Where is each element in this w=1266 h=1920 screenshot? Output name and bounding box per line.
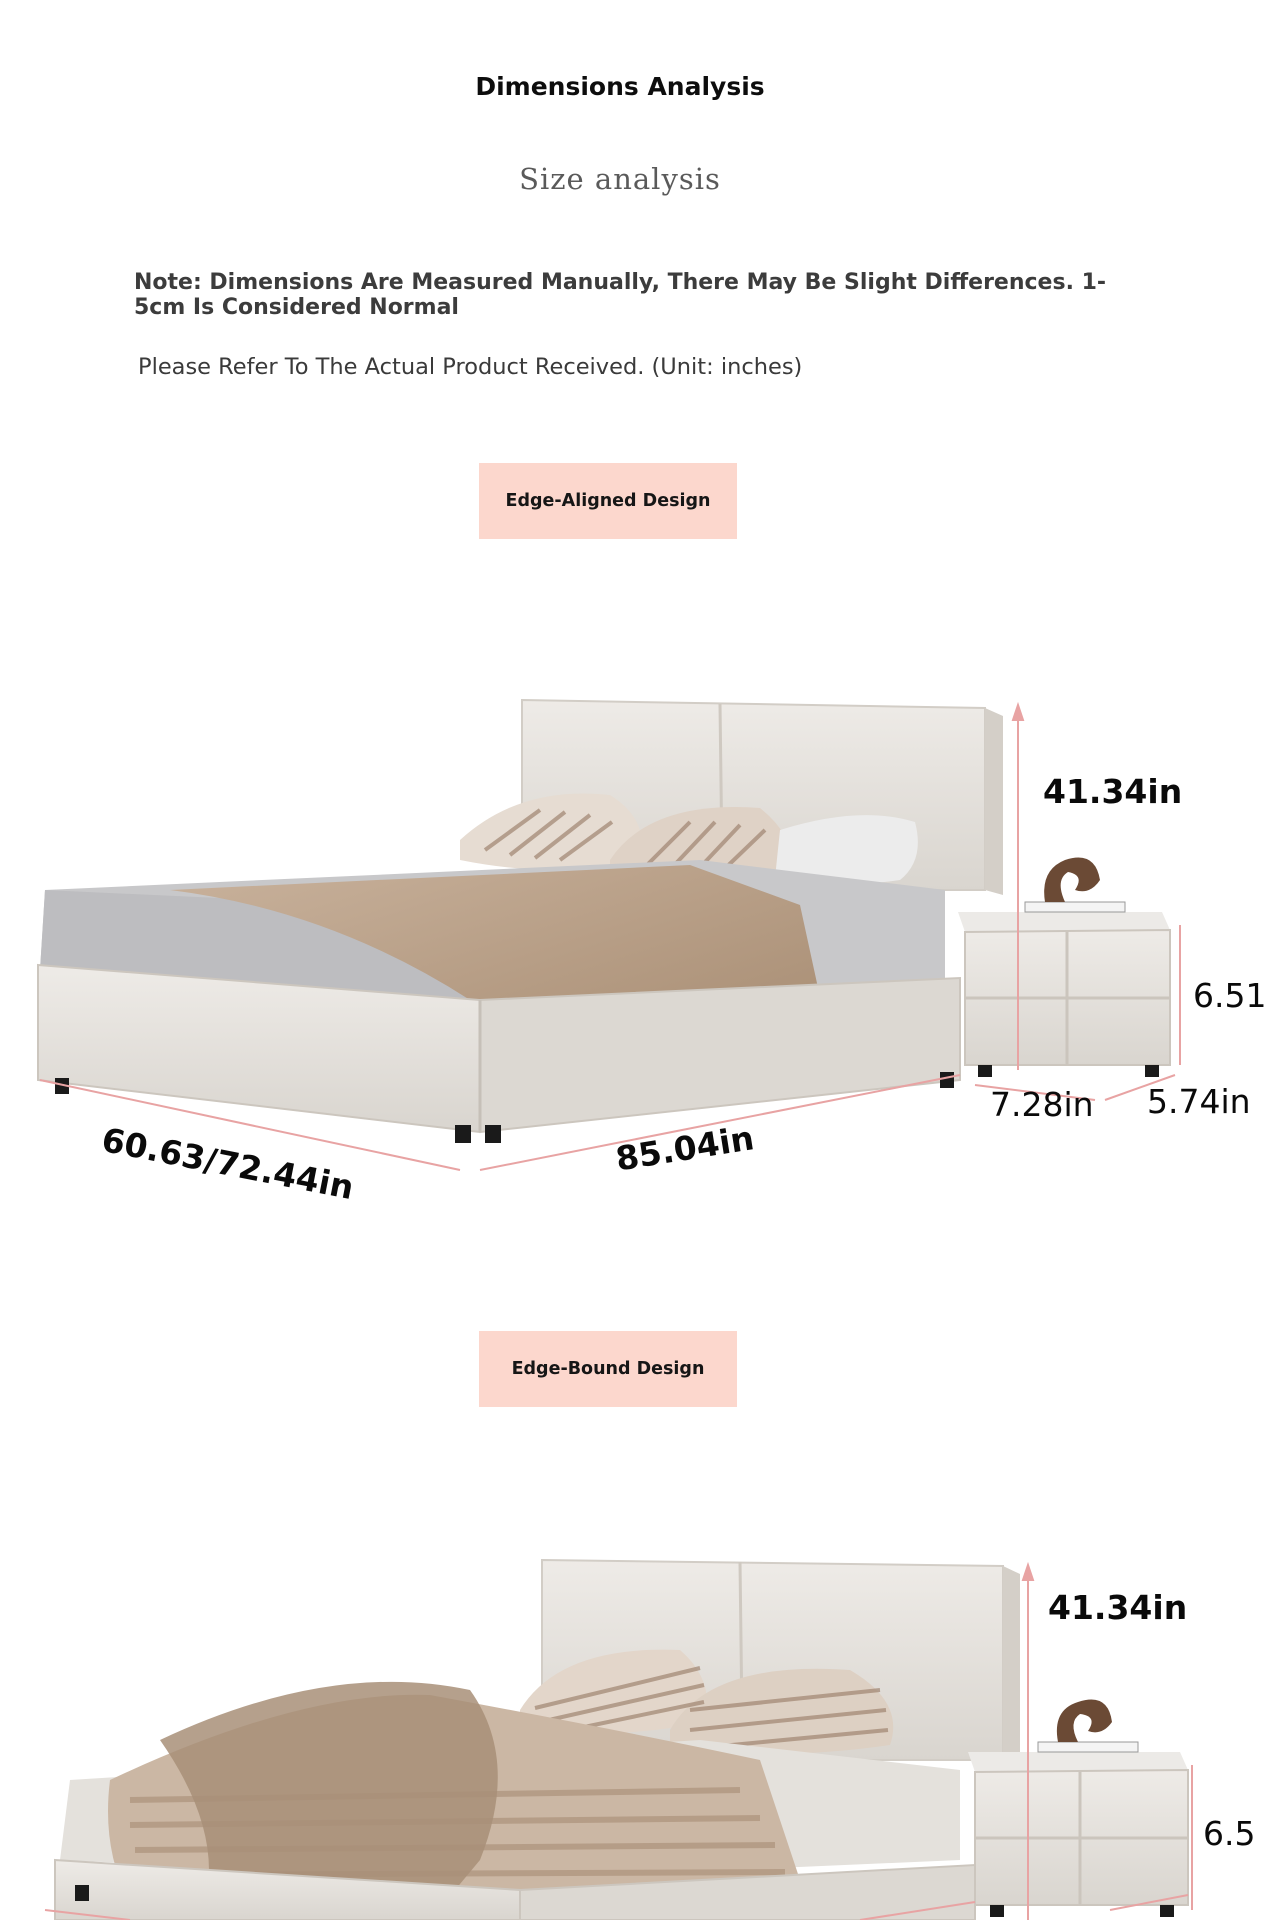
section-label-edge-bound: Edge-Bound Design [479, 1331, 737, 1407]
page-subtitle: Size analysis [519, 162, 721, 196]
dim-bed-length: 85.04in [613, 1118, 757, 1179]
dim-nightstand-height: 6.51 [1193, 976, 1266, 1015]
dim-nightstand-width: 7.28in [990, 1085, 1094, 1124]
page-title: Dimensions Analysis [475, 72, 765, 101]
dim-bed-height: 41.34in [1048, 1588, 1188, 1627]
edge-bound-bed-figure [0, 1440, 1256, 1920]
measurement-note: Note: Dimensions Are Measured Manually, There May Be Slight Differences. 1-5cm Is Considered Normal [134, 270, 1107, 320]
dim-nightstand-depth: 5.74in [1147, 1082, 1251, 1121]
section-label-edge-aligned: Edge-Aligned Design [479, 463, 737, 539]
dim-bed-width: 60.63/72.44in [98, 1120, 357, 1208]
edge-bound-bed-illustration [0, 1440, 1240, 1920]
edge-aligned-bed-figure [0, 560, 1266, 1240]
dim-nightstand-height: 6.5 [1203, 1814, 1256, 1853]
dim-bed-height: 41.34in [1043, 772, 1183, 811]
unit-note: Please Refer To The Actual Product Received. (Unit: inches) [138, 354, 803, 380]
